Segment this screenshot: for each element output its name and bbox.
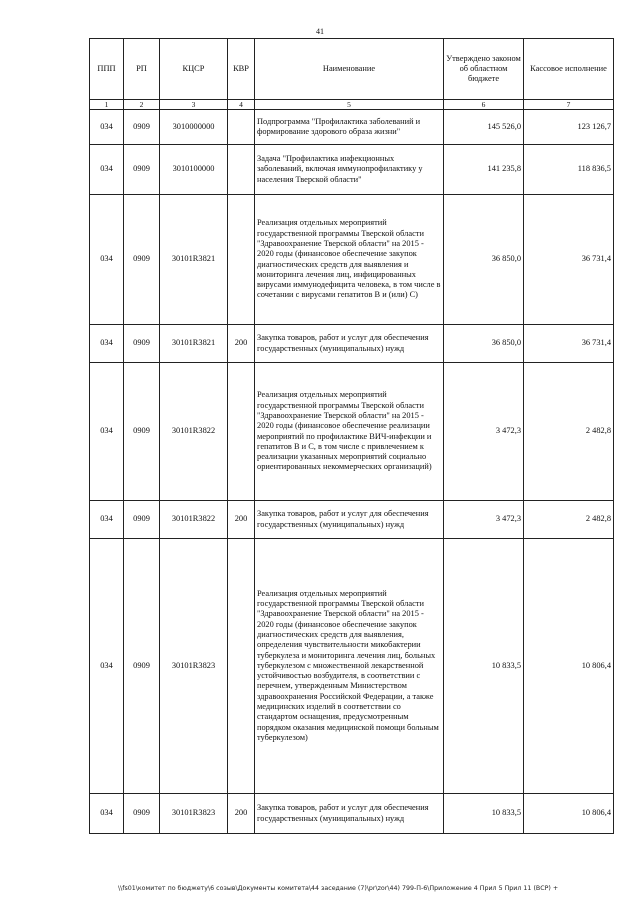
cell-kvr [228, 195, 255, 325]
cell-name: Закупка товаров, работ и услуг для обеспечения государственных (муниципальных) нужд [255, 325, 444, 363]
column-number: 5 [255, 100, 444, 110]
cell-kcsr: 30101R3821 [160, 325, 228, 363]
table-row [90, 325, 614, 363]
cell-rp: 0909 [124, 325, 160, 363]
cell-rp: 0909 [124, 539, 160, 794]
cell-kvr: 200 [228, 501, 255, 539]
cell-kcsr: 3010100000 [160, 145, 228, 195]
cell-name: Закупка товаров, работ и услуг для обеспечения государственных (муниципальных) нужд [255, 501, 444, 539]
cell-rp: 0909 [124, 145, 160, 195]
cell-approved: 145 526,0 [444, 110, 524, 145]
column-number: 6 [444, 100, 524, 110]
header-rp: РП [124, 39, 160, 100]
cell-ppp: 034 [90, 145, 124, 195]
cell-ppp: 034 [90, 110, 124, 145]
cell-cash: 123 126,7 [524, 110, 614, 145]
cell-kvr [228, 539, 255, 794]
cell-rp: 0909 [124, 195, 160, 325]
budget-table [89, 38, 614, 834]
cell-name: Реализация отдельных мероприятий государственной программы Тверской области "Здравоохранение Тверской области" на 2015 - 2020 годы (финансовое обеспечение реализации мероприятий по профилактике ВИЧ-инфекции и гепатитов В и С, в том числе с привлечением к реализации указанных мероприятий социально ориентированных некоммерческих организаций) [255, 363, 444, 501]
cell-kvr: 200 [228, 794, 255, 834]
cell-ppp: 034 [90, 325, 124, 363]
cell-kcsr: 30101R3823 [160, 539, 228, 794]
column-number: 4 [228, 100, 255, 110]
table-row [90, 363, 614, 501]
cell-approved: 141 235,8 [444, 145, 524, 195]
table-row [90, 539, 614, 794]
cell-cash: 36 731,4 [524, 325, 614, 363]
cell-kcsr: 30101R3822 [160, 363, 228, 501]
header-name: Наименование [255, 39, 444, 100]
footer-file-path: \\fs01\комитет по бюджету\6 созыв\Документы комитета\44 заседание (7)\pr\zor\44) 799-П-6\Приложение 4 Прил 5 Прил 11 (ВСР) + [118, 885, 559, 892]
cell-kvr [228, 145, 255, 195]
cell-ppp: 034 [90, 363, 124, 501]
cell-cash: 2 482,8 [524, 363, 614, 501]
header-kvr: КВР [228, 39, 255, 100]
cell-cash: 10 806,4 [524, 794, 614, 834]
cell-rp: 0909 [124, 363, 160, 501]
cell-kcsr: 30101R3822 [160, 501, 228, 539]
cell-approved: 3 472,3 [444, 501, 524, 539]
cell-kcsr: 3010000000 [160, 110, 228, 145]
cell-name: Реализация отдельных мероприятий государственной программы Тверской области "Здравоохранение Тверской области" на 2015 - 2020 годы (финансовое обеспечение закупок диагностических средств для выявления и мониторинга лечения лиц, инфицированных вирусами иммунодефицита человека, в том числе в сочетании с вирусами гепатитов В и (или) С) [255, 195, 444, 325]
page-number: 41 [316, 27, 324, 36]
table-row [90, 794, 614, 834]
column-number: 3 [160, 100, 228, 110]
cell-cash: 10 806,4 [524, 539, 614, 794]
cell-kcsr: 30101R3823 [160, 794, 228, 834]
table-row [90, 110, 614, 145]
cell-name: Задача "Профилактика инфекционных заболеваний, включая иммунопрофилактику у населения Тверской области" [255, 145, 444, 195]
cell-approved: 10 833,5 [444, 539, 524, 794]
header-cash: Кассовое исполнение [524, 39, 614, 100]
cell-approved: 10 833,5 [444, 794, 524, 834]
cell-ppp: 034 [90, 539, 124, 794]
header-row [90, 39, 614, 100]
cell-name: Подпрограмма "Профилактика заболеваний и формирование здорового образа жизни" [255, 110, 444, 145]
cell-rp: 0909 [124, 794, 160, 834]
cell-rp: 0909 [124, 501, 160, 539]
cell-kvr [228, 110, 255, 145]
cell-kvr [228, 363, 255, 501]
header-ppp: ППП [90, 39, 124, 100]
header-approved: Утверждено законом об областном бюджете [444, 39, 524, 100]
cell-rp: 0909 [124, 110, 160, 145]
cell-ppp: 034 [90, 794, 124, 834]
column-number: 7 [524, 100, 614, 110]
cell-cash: 118 836,5 [524, 145, 614, 195]
cell-approved: 3 472,3 [444, 363, 524, 501]
header-kcsr: КЦСР [160, 39, 228, 100]
table-row [90, 501, 614, 539]
table-row [90, 145, 614, 195]
column-number: 1 [90, 100, 124, 110]
cell-cash: 36 731,4 [524, 195, 614, 325]
cell-ppp: 034 [90, 195, 124, 325]
cell-kvr: 200 [228, 325, 255, 363]
column-number: 2 [124, 100, 160, 110]
cell-approved: 36 850,0 [444, 325, 524, 363]
table-row [90, 195, 614, 325]
cell-approved: 36 850,0 [444, 195, 524, 325]
cell-name: Закупка товаров, работ и услуг для обеспечения государственных (муниципальных) нужд [255, 794, 444, 834]
column-number-row [90, 100, 614, 110]
cell-name: Реализация отдельных мероприятий государственной программы Тверской области "Здравоохранение Тверской области" на 2015 - 2020 годы (финансовое обеспечение закупок диагностических средств для выявления, определения чувствительности микобактерии туберкулеза и мониторинга лечения лиц, больных туберкулезом с множественной лекарственной устойчивостью возбудителя, в соответствии с перечнем, утвержденным Министерством здравоохранения Российской Федерации, а также медицинских изделий в соответствии со стандартом оснащения, предусмотренным порядком оказания медицинской помощи больным туберкулезом) [255, 539, 444, 794]
cell-cash: 2 482,8 [524, 501, 614, 539]
cell-kcsr: 30101R3821 [160, 195, 228, 325]
cell-ppp: 034 [90, 501, 124, 539]
